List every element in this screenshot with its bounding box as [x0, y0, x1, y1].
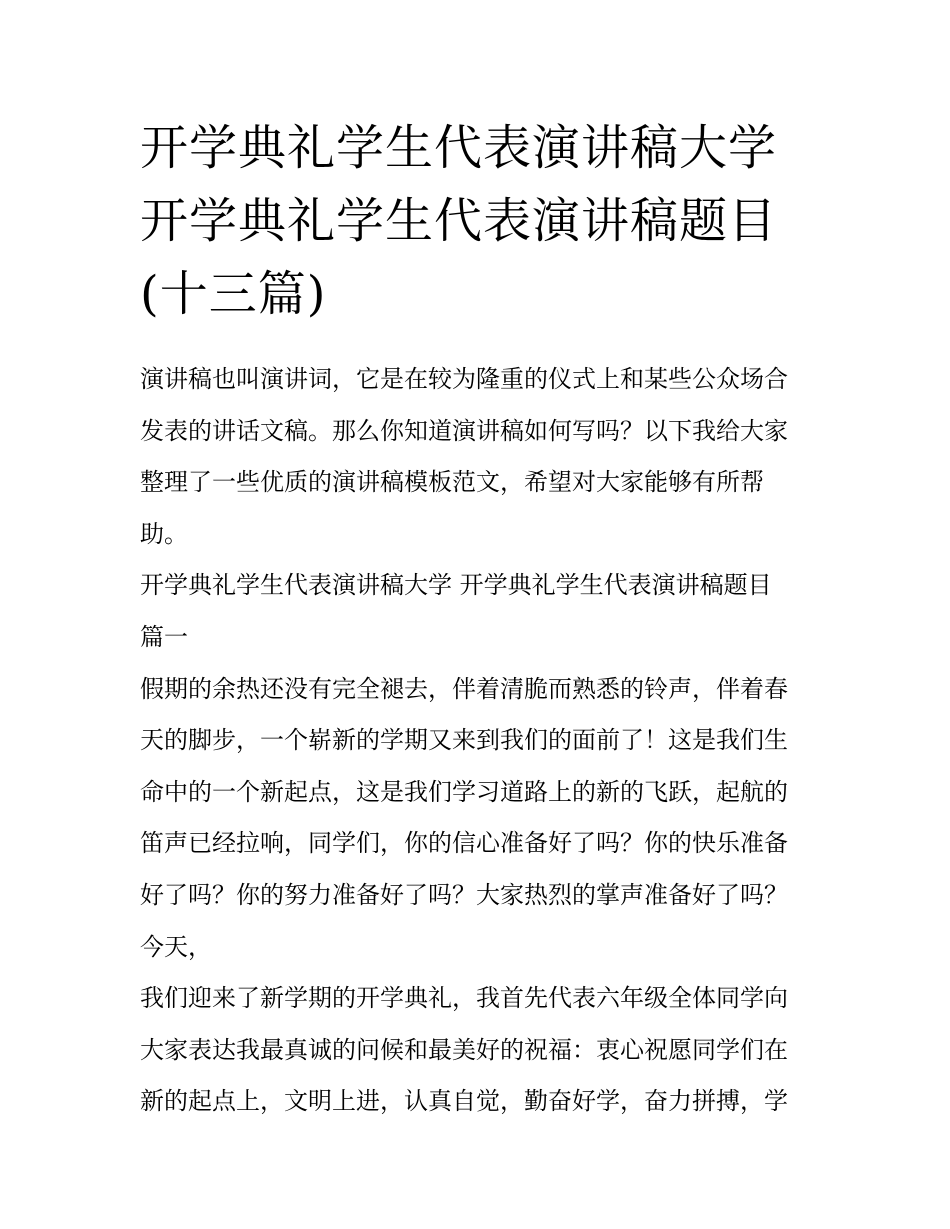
text-line: 我们迎来了新学期的开学典礼，我首先代表六年级全体同学向 — [140, 984, 788, 1013]
text-line: 篇一 — [140, 622, 188, 651]
text-line: 假期的余热还没有完全褪去，伴着清脆而熟悉的铃声，伴着春 — [140, 674, 788, 703]
document-title — [140, 112, 820, 331]
text-line: 好了吗？你的努力准备好了吗？大家热烈的掌声准备好了吗？ — [140, 880, 788, 909]
text-line: 大家表达我最真诚的问候和最美好的祝福：衷心祝愿同学们在 — [140, 1035, 788, 1064]
text-line: 命中的一个新起点，这是我们学习道路上的新的飞跃，起航的 — [140, 777, 788, 806]
title-line: 开学典礼学生代表演讲稿大学 — [140, 120, 778, 176]
text-line: 助。 — [140, 519, 188, 548]
speech-paragraph-2 — [140, 973, 820, 1128]
section-heading — [140, 560, 820, 663]
title-line: 开学典礼学生代表演讲稿题目 — [140, 193, 778, 249]
text-line: 整理了一些优质的演讲稿模板范文，希望对大家能够有所帮 — [140, 468, 764, 497]
text-line: 演讲稿也叫演讲词，它是在较为隆重的仪式上和某些公众场合 — [140, 365, 788, 393]
intro-paragraph — [140, 354, 820, 560]
document-body — [140, 354, 820, 1128]
text-line: 天的脚步，一个崭新的学期又来到我们的面前了！这是我们生 — [140, 726, 788, 755]
text-line: 新的起点上，文明上进，认真自觉，勤奋好学，奋力拼搏，学 — [140, 1087, 788, 1116]
text-line: 今天， — [140, 932, 212, 961]
text-line: 笛声已经拉响，同学们，你的信心准备好了吗？你的快乐准备 — [140, 829, 788, 858]
text-line: 发表的讲话文稿。那么你知道演讲稿如何写吗？以下我给大家 — [140, 416, 788, 445]
title-line: (十三篇) — [140, 266, 327, 322]
text-line: 开学典礼学生代表演讲稿大学 开学典礼学生代表演讲稿题目 — [140, 571, 772, 600]
speech-paragraph-1 — [140, 664, 820, 974]
